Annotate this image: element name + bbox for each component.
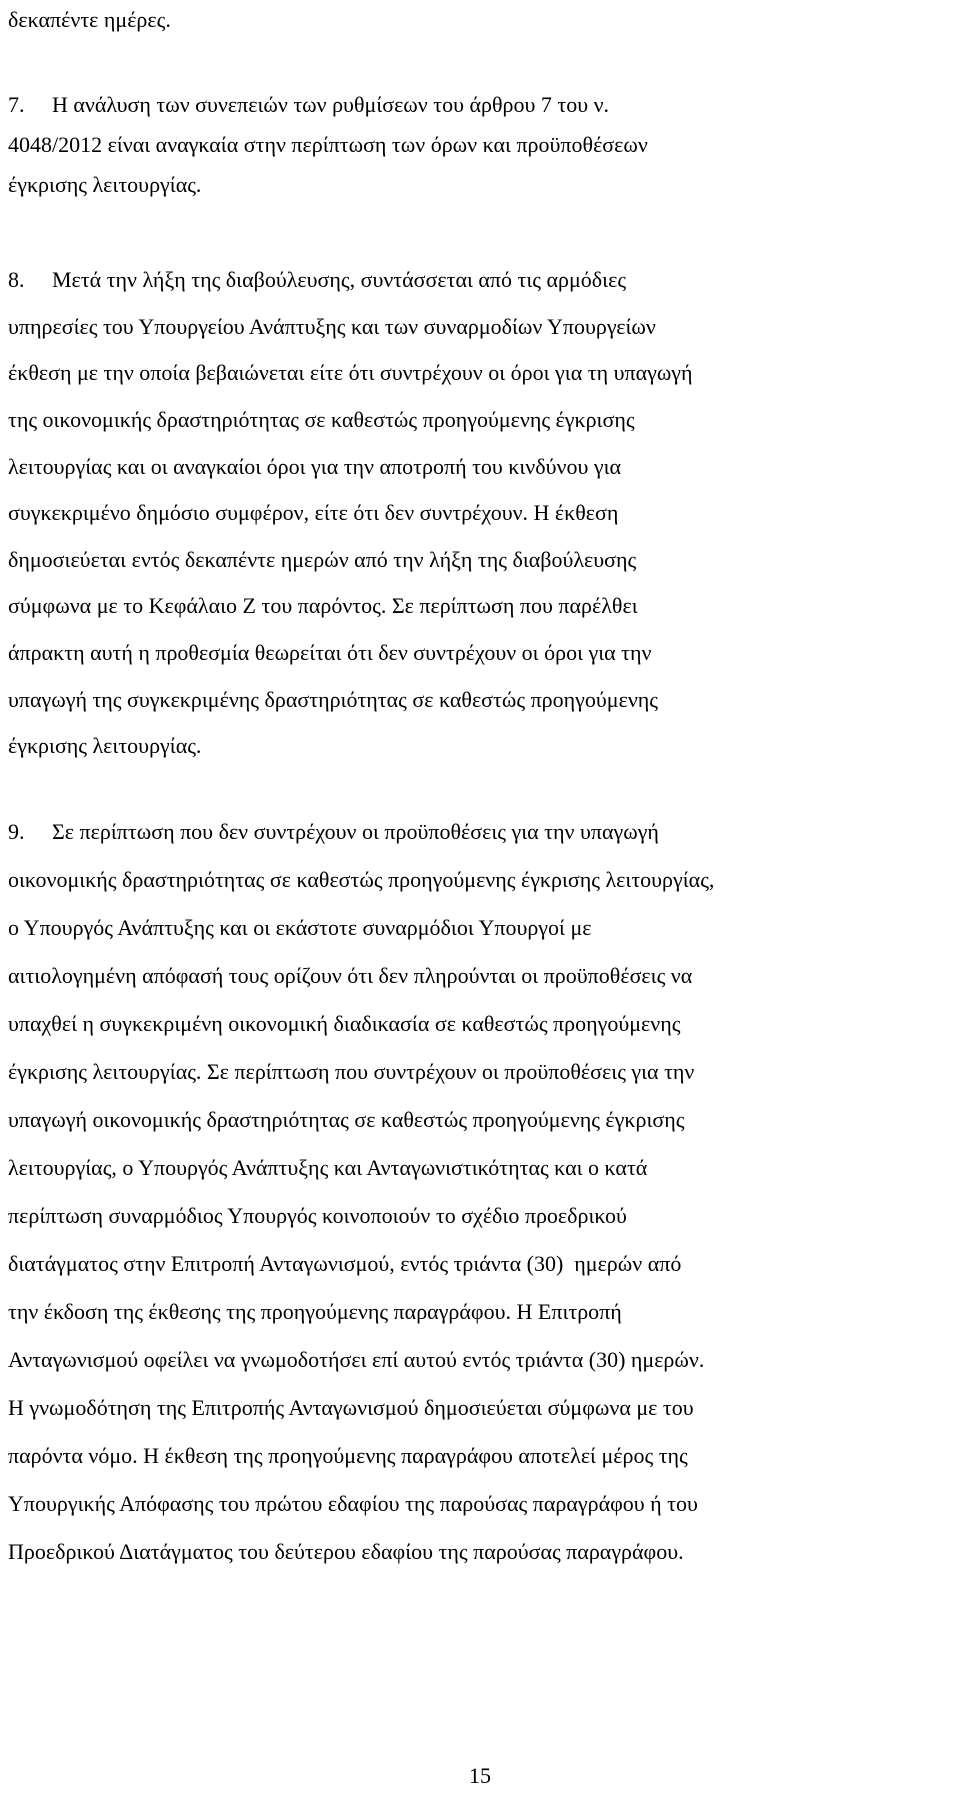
paragraph-8-line: 8. Μετά την λήξη της διαβούλευσης, συντάσσεται από τις αρμόδιες [8,267,627,292]
paragraph-8-line: της οικονομικής δραστηριότητας σε καθεστώς προηγούμενης έγκρισης [8,407,635,432]
paragraph-8-line: υπαγωγή της συγκεκριμένης δραστηριότητας σε καθεστώς προηγούμενης [8,687,658,712]
paragraph-7-line: έγκρισης λειτουργίας. [8,172,202,197]
paragraph-7-line: 4048/2012 είναι αναγκαία στην περίπτωση των όρων και προϋποθέσεων [8,132,648,157]
paragraph-8-line: λειτουργίας και οι αναγκαίοι όροι για την αποτροπή του κινδύνου για [8,454,622,479]
paragraph-9-line: την έκδοση της έκθεσης της προηγούμενης παραγράφου. Η Επιτροπή [8,1299,622,1324]
paragraph-9-line: λειτουργίας, ο Υπουργός Ανάπτυξης και Ανταγωνιστικότητας και ο κατά [8,1155,648,1180]
paragraph-9-line: Ανταγωνισμού οφείλει να γνωμοδοτήσει επί αυτού εντός τριάντα (30) ημερών. [8,1347,705,1372]
paragraph-8-line: συγκεκριμένο δημόσιο συμφέρον, είτε ότι δεν συντρέχουν. Η έκθεση [8,500,619,525]
paragraph-9-line: Η γνωμοδότηση της Επιτροπής Ανταγωνισμού δημοσιεύεται σύμφωνα με του [8,1395,694,1420]
paragraph-9-line: υπαχθεί η συγκεκριμένη οικονομική διαδικασία σε καθεστώς προηγούμενης [8,1011,681,1036]
text-line: δεκαπέντε ημέρες. [8,7,171,32]
paragraph-9-line: 9. Σε περίπτωση που δεν συντρέχουν οι προϋποθέσεις για την υπαγωγή [8,819,659,844]
paragraph-7-line: 7. Η ανάλυση των συνεπειών των ρυθμίσεων του άρθρου 7 του ν. [8,92,610,117]
paragraph-8-line: δημοσιεύεται εντός δεκαπέντε ημερών από την λήξη της διαβούλευσης [8,547,637,572]
paragraph-8-line: έκθεση με την οποία βεβαιώνεται είτε ότι συντρέχουν οι όροι για τη υπαγωγή [8,360,693,385]
paragraph-9-line: ο Υπουργός Ανάπτυξης και οι εκάστοτε συναρμόδιοι Υπουργοί με [8,915,592,940]
paragraph-9-line: παρόντα νόμο. Η έκθεση της προηγούμενης παραγράφου αποτελεί μέρος της [8,1443,688,1468]
paragraph-8-line: άπρακτη αυτή η προθεσμία θεωρείται ότι δεν συντρέχουν οι όροι για την [8,640,652,665]
page-number: 15 [469,1763,491,1788]
paragraph-9-line: οικονομικής δραστηριότητας σε καθεστώς προηγούμενης έγκρισης λειτουργίας, [8,867,715,892]
paragraph-9-line: Υπουργικής Απόφασης του πρώτου εδαφίου της παρούσας παραγράφου ή του [8,1491,698,1516]
paragraph-9-line: Προεδρικού Διατάγματος του δεύτερου εδαφίου της παρούσας παραγράφου. [8,1539,684,1564]
paragraph-9-line: αιτιολογημένη απόφασή τους ορίζουν ότι δεν πληρούνται οι προϋποθέσεις να [8,963,693,988]
paragraph-9-line: περίπτωση συναρμόδιος Υπουργός κοινοποιούν το σχέδιο προεδρικού [8,1203,627,1228]
paragraph-9-line: έγκρισης λειτουργίας. Σε περίπτωση που συντρέχουν οι προϋποθέσεις για την [8,1059,695,1084]
paragraph-8-line: έγκρισης λειτουργίας. [8,733,202,758]
paragraph-9-line: διατάγματος στην Επιτροπή Ανταγωνισμού, εντός τριάντα (30) ημερών από [8,1251,682,1276]
paragraph-9-line: υπαγωγή οικονομικής δραστηριότητας σε καθεστώς προηγούμενης έγκρισης [8,1107,685,1132]
paragraph-8-line: σύμφωνα με το Κεφάλαιο Ζ του παρόντος. Σε περίπτωση που παρέλθει [8,593,638,618]
paragraph-8-line: υπηρεσίες του Υπουργείου Ανάπτυξης και των συναρμοδίων Υπουργείων [8,314,656,339]
